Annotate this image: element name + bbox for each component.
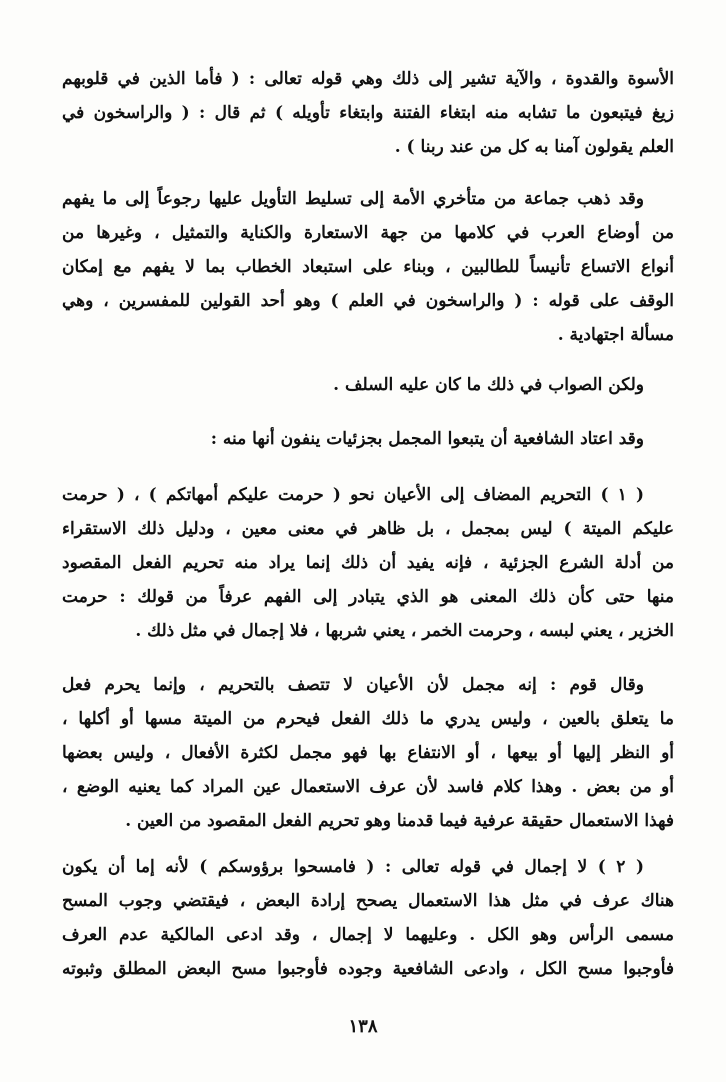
text-line: وقال قوم : إنه مجمل لأن الأعيان لا تتصف بالتحريم ، وإنما يحرم فعل (62, 675, 644, 695)
text-line: الوقف على قوله : ( والراسخون في العلم ) وهو أحد القولين للمفسرين ، وهي (62, 291, 674, 311)
paragraph-6 (62, 668, 674, 838)
text-line: وقد ذهب جماعة من متأخري الأمة إلى تسليط التأويل عليها رجوعاً إلى ما يفهم (62, 189, 644, 209)
text-line: هناك عرف في مثل هذا الاستعمال يصحح إرادة البعض ، فيقتضي وجوب المسح (62, 891, 674, 911)
text-line: ( ٢ ) لا إجمال في قوله تعالى : ( فامسحوا برؤوسكم ) لأنه إما أن يكون (62, 857, 644, 877)
text-line: أنواع الاتساع تأنيساً للطالبين ، وبناء على استبعاد الخطاب بما لا يفهم مع إمكان (62, 257, 674, 277)
paragraph-5 (62, 478, 674, 648)
text-line: زيغ فيتبعون ما تشابه منه ابتغاء الفتنة وابتغاء تأويله ) ثم قال : ( والراسخون في (62, 103, 674, 123)
text-line: عليكم الميتة ) ليس بمجمل ، بل ظاهر في معنى معين ، ودليل ذلك الاستقراء (62, 519, 674, 539)
page-number: ١٣٨ (348, 1016, 378, 1037)
text-line: ما يتعلق بالعين ، وليس يدري ما ذلك الفعل فيحرم من الميتة مسها أو أكلها ، (62, 709, 674, 729)
text-line: الخزير ، يعني لبسه ، وحرمت الخمر ، يعني شربها ، فلا إجمال في مثل ذلك . (135, 621, 674, 641)
text-line: فهذا الاستعمال حقيقة عرفية فيما قدمنا وهو تحريم الفعل المقصود من العين . (125, 811, 674, 831)
text-line: من أدلة الشرع الجزئية ، فإنه يفيد أن ذلك إنما يراد منه تحريم الفعل المقصود (62, 553, 674, 573)
text-line: منها حتى كأن ذلك المعنى هو الذي يتبادر إلى الفهم عرفاً من قولك : حرمت (62, 587, 674, 607)
paragraph-4 (62, 422, 674, 456)
text-line: ولكن الصواب في ذلك ما كان عليه السلف . (333, 375, 644, 395)
text-line: من أوضاع العرب في كلامها من جهة الاستعارة والكناية والتمثيل ، وغيرها من (62, 223, 674, 243)
paragraph-7 (62, 850, 674, 986)
text-line: مسمى الرأس وهو الكل . وعليهما لا إجمال ، وقد ادعى المالكية عدم العرف (62, 925, 674, 945)
text-line: العلم يقولون آمنا به كل من عند ربنا ) . (394, 137, 674, 157)
text-line: أو من بعض . وهذا كلام فاسد لأن عرف الاستعمال عين المراد كما يعنيه الوضع ، (62, 777, 674, 797)
paragraph-2 (62, 182, 674, 352)
text-line: وقد اعتاد الشافعية أن يتبعوا المجمل بجزئيات ينفون أنها منه : (210, 429, 644, 449)
text-line: مسألة اجتهادية . (557, 325, 674, 345)
text-line: فأوجبوا مسح الكل ، وادعى الشافعية وجوده فأوجبوا مسح البعض المطلق وثبوته (62, 959, 674, 979)
text-line: الأسوة والقدوة ، والآية تشير إلى ذلك وهي قوله تعالى : ( فأما الذين في قلوبهم (62, 69, 674, 89)
text-line: ( ١ ) التحريم المضاف إلى الأعيان نحو ( حرمت عليكم أمهاتكم ) ، ( حرمت (62, 485, 644, 505)
paragraph-1 (62, 62, 674, 164)
paragraph-3 (62, 368, 674, 402)
text-line: أو النظر إليها أو بيعها ، أو الانتفاع بها فهو مجمل لكثرة الأفعال ، وليس بعضها (62, 743, 674, 763)
